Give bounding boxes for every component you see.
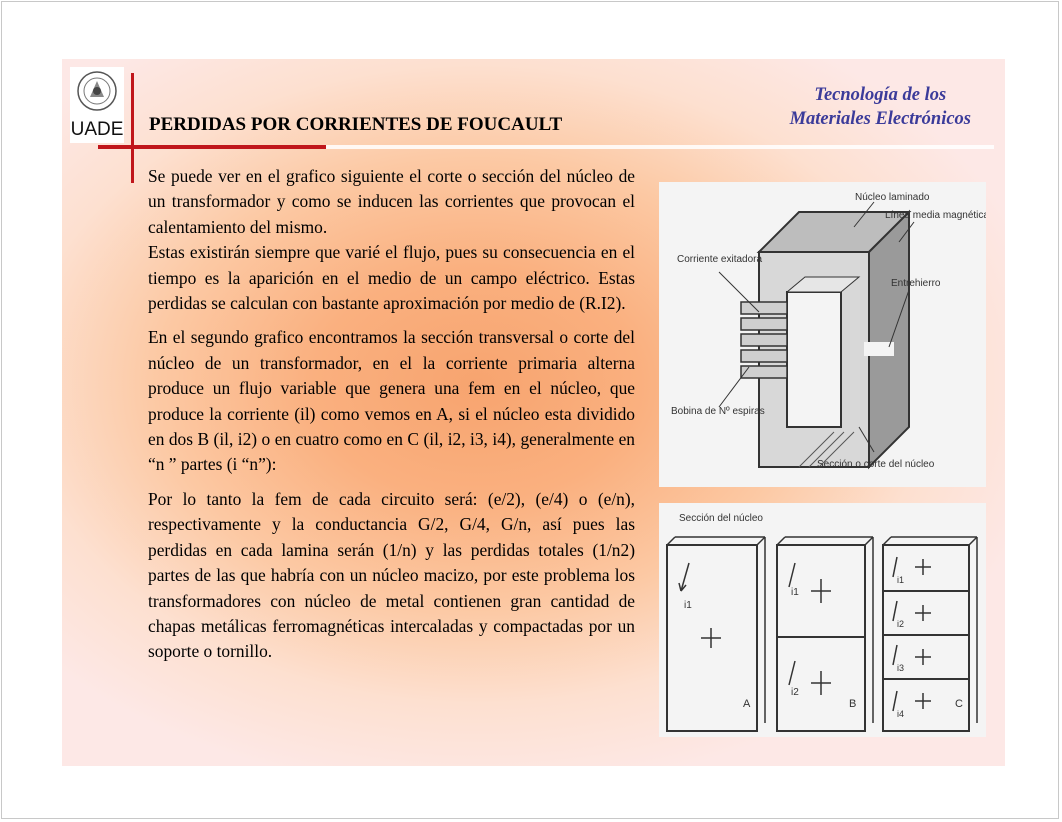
slide-title: PERDIDAS POR CORRIENTES DE FOUCAULT (149, 114, 563, 135)
slide (62, 59, 1005, 766)
body-text (148, 164, 635, 674)
paragraph-1b: Estas existirán siempre que varié el flujo, pues su consecuencia en el tiempo es la aparición en el medio de un campo eléctrico. Estas perdidas se calculan con bastante aproximación por medio de (R.I2). (148, 242, 635, 314)
page-frame (1, 1, 1059, 819)
logo-text: UADE (70, 119, 124, 140)
uade-logo (70, 67, 124, 143)
brand-line-1: Tecnología de los (814, 85, 947, 105)
label-i1-b: i1 (791, 587, 799, 598)
brand-line-2: Materiales Electrónicos (789, 109, 971, 129)
core-sections-drawing (659, 503, 986, 737)
label-i3-c: i3 (897, 663, 905, 673)
label-i1-c: i1 (897, 575, 905, 585)
label-core: Núcleo laminado (855, 192, 930, 203)
label-core-section: Sección del núcleo (679, 513, 763, 524)
label-i1-a: i1 (684, 600, 692, 611)
header-divider (326, 145, 994, 149)
label-a: A (743, 698, 751, 710)
paragraph-3: Por lo tanto la fem de cada circuito será: (e/2), (e/4) o (e/n), respectivamente y la conductancia G/2, G/4, G/n, así pues las perdidas en cada lamina serán (1/n) y las perdidas totales (1/n2) partes de las que habría con un núcleo macizo, por este problema los transformadores con núcleo de metal contienen gran cantidad de chapas metálicas ferromagnéticas intercaladas y compactadas por un soporte o tornillo. (148, 488, 635, 662)
label-gap: Entrehierro (891, 278, 941, 289)
transformer-core-drawing (659, 182, 986, 487)
label-line: Línea media magnética (885, 210, 986, 221)
label-current: Corriente exitadora (677, 254, 763, 265)
seal-icon (70, 67, 124, 117)
red-vertical-rule (131, 73, 134, 183)
label-i2-b: i2 (791, 687, 799, 698)
label-section: Sección o corte del núcleo (817, 459, 935, 470)
label-b: B (849, 698, 857, 710)
paragraph-1: Se puede ver en el grafico siguiente el corte o sección del núcleo de un transformador y como se inducen las corrientes que provocan el calentamiento del mismo. (148, 166, 635, 237)
label-i4-c: i4 (897, 709, 905, 719)
core-sections-figure (659, 503, 986, 737)
label-coil: Bobina de Nº espiras (671, 406, 765, 417)
label-i2-c: i2 (897, 619, 905, 629)
label-c: C (955, 698, 963, 710)
transformer-core-figure (659, 182, 986, 487)
red-horizontal-rule (98, 145, 326, 149)
brand-title (790, 83, 971, 131)
paragraph-2: En el segundo grafico encontramos la sección transversal o corte del núcleo de un transformador, en el la corriente primaria alterna produce un flujo variable que genera una fem en el núcleo, que produce la corriente (il) como vemos en A, si el núcleo esta dividido en dos B (il, i2) o en cuatro como en C (il, i2, i3, i4), generalmente en “n ” partes (i “n”): (148, 327, 635, 475)
